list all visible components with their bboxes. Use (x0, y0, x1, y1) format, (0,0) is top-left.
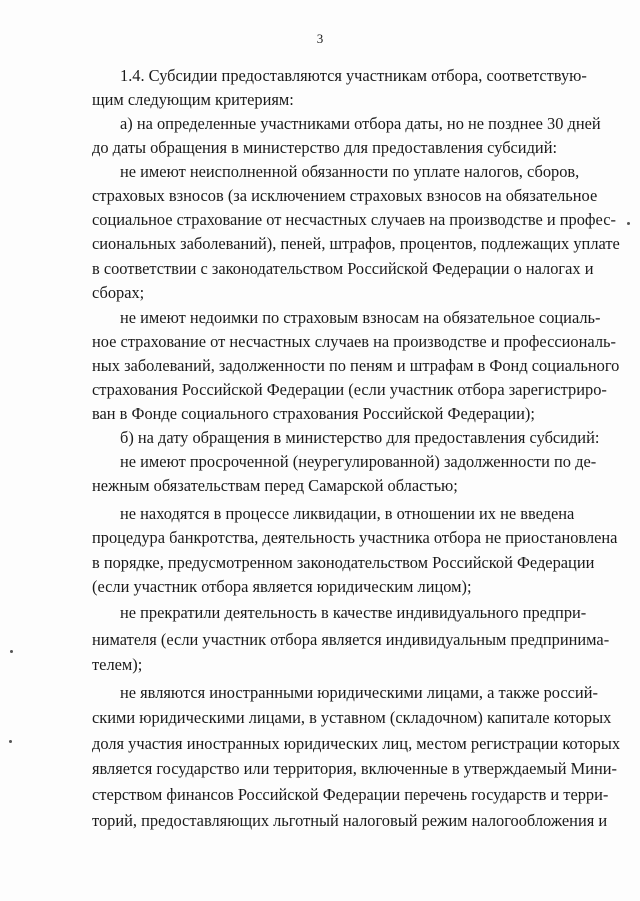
text-line: нимателя (если участник отбора является индивидуальным предпринима- (92, 630, 610, 649)
text-line: не находятся в процессе ликвидации, в отношении их не введена (120, 504, 575, 523)
text-line: процедура банкротства, деятельность участника отбора не приостановлена (92, 528, 618, 547)
text-line: торий, предоставляющих льготный налоговый режим налогообложения и (92, 811, 608, 830)
text-line: стерством финансов Российской Федерации перечень государств и терри- (92, 785, 609, 804)
text-line: а) на определенные участниками отбора даты, но не позднее 30 дней (120, 114, 601, 133)
text-line: не имеют недоимки по страховым взносам на обязательное социаль- (120, 308, 601, 327)
page-number: 3 (316, 31, 324, 46)
text-line: щим следующим критериям: (92, 90, 294, 109)
text-line: в порядке, предусмотренном законодательством Российской Федерации (92, 553, 595, 572)
text-line: доля участия иностранных юридических лиц, местом регистрации которых (92, 734, 621, 753)
text-line: ных заболеваний, задолженности по пеням и штрафам в Фонд социального (92, 356, 620, 375)
text-line: не прекратили деятельность в качестве индивидуального предпри- (120, 603, 587, 622)
text-line: является государство или территория, включенные в утверждаемый Мини- (92, 759, 617, 778)
text-line: сиональных заболеваний), пеней, штрафов, процентов, подлежащих уплате (92, 234, 620, 253)
text-line: скими юридическими лицами, в уставном (складочном) капитале которых (92, 708, 612, 727)
text-line: (если участник отбора является юридическим лицом); (92, 577, 472, 596)
scan-speck (627, 222, 630, 225)
text-line: ное страхование от несчастных случаев на производстве и профессиональ- (92, 332, 616, 351)
text-line: нежным обязательствам перед Самарской областью; (92, 476, 458, 495)
text-line: сборах; (92, 283, 145, 302)
text-line: страховых взносов (за исключением страховых взносов на обязательное (92, 186, 598, 205)
text-line: б) на дату обращения в министерство для предоставления субсидий: (120, 428, 600, 447)
text-line: в соответствии с законодательством Российской Федерации о налогах и (92, 259, 594, 278)
text-line: социальное страхование от несчастных случаев на производстве и профес- (92, 210, 616, 229)
text-line: не являются иностранными юридическими лицами, а также россий- (120, 683, 598, 702)
text-line: телем); (92, 655, 143, 674)
text-line: не имеют просроченной (неурегулированной) задолженности по де- (120, 452, 597, 471)
scan-speck (10, 650, 13, 653)
text-line: до даты обращения в министерство для предоставления субсидий: (92, 138, 558, 157)
text-line: страхования Российской Федерации (если участник отбора зарегистриро- (92, 380, 607, 399)
text-line: 1.4. Субсидии предоставляются участникам отбора, соответствую- (120, 66, 587, 85)
scan-speck (9, 740, 12, 743)
text-line: не имеют неисполненной обязанности по уплате налогов, сборов, (120, 162, 580, 181)
text-line: ван в Фонде социального страхования Российской Федерации); (92, 404, 535, 423)
